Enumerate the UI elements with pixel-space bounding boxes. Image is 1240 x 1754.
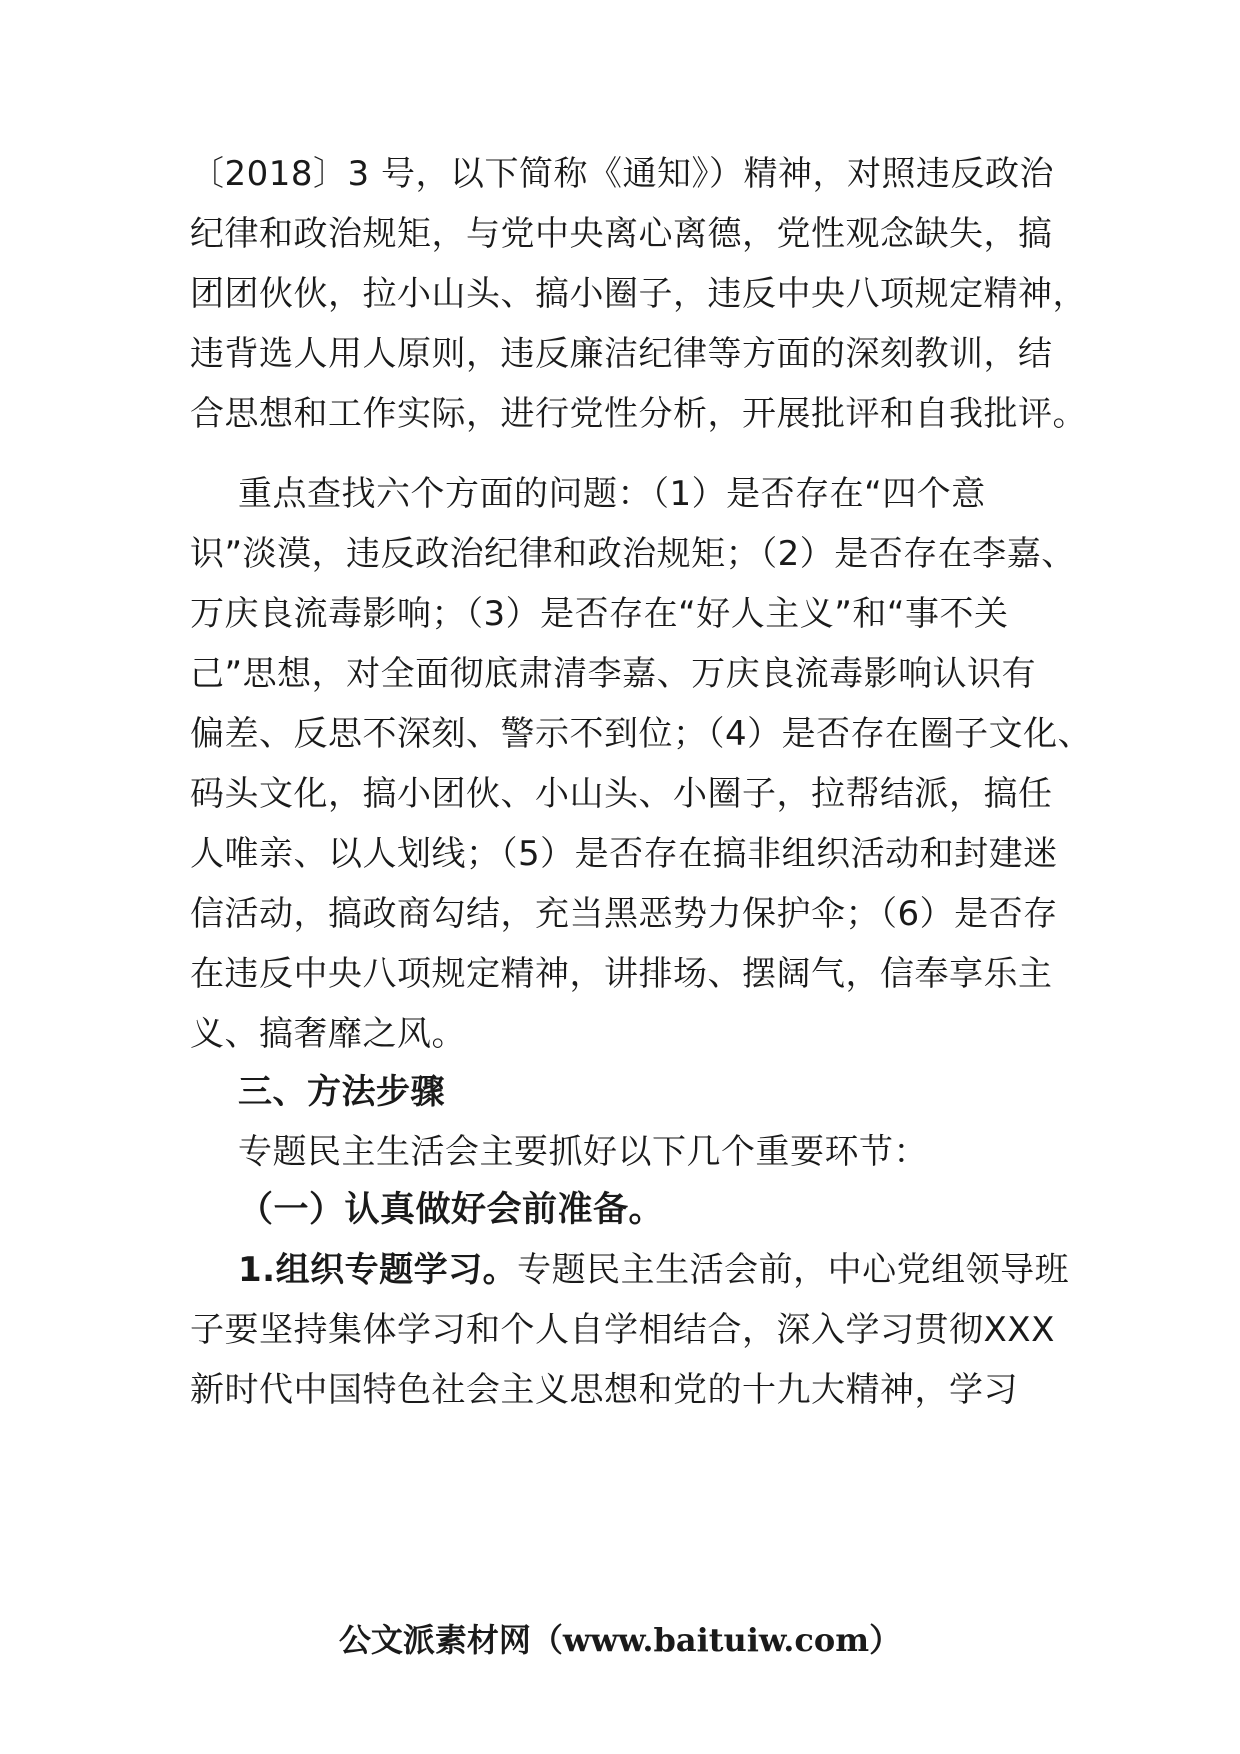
paragraph2-line-10: 义、搞奢靡之风。 xyxy=(190,1014,466,1054)
paragraph2-line-9: 在违反中央八项规定精神，讲排场、摆阔气，信奉享乐主 xyxy=(190,954,1053,994)
item1-line-1: 专题民主生活会前，中心党组领导班 xyxy=(517,1250,1070,1290)
paragraph2-line-5: 偏差、反思不深刻、警示不到位；（4）是否存在圈子文化、 xyxy=(190,714,1093,754)
paragraph2-line-4: 己”思想，对全面彻底肃清李嘉、万庆良流毒影响认识有 xyxy=(190,654,1037,694)
item1-lead: 1.组织专题学习。 xyxy=(238,1250,518,1290)
paragraph2-line-3: 万庆良流毒影响；（3）是否存在“好人主义”和“事不关 xyxy=(190,594,1009,634)
paragraph1-line-5: 合思想和工作实际，进行党性分析，开展批评和自我批评。 xyxy=(190,394,1087,434)
paragraph2-line-8: 信活动，搞政商勾结，充当黑恶势力保护伞；（6）是否存 xyxy=(190,894,1058,934)
paragraph2-line-2: 识”淡漠，违反政治纪律和政治规矩；（2）是否存在李嘉、 xyxy=(190,534,1076,574)
paragraph2-line-6: 码头文化，搞小团伙、小山头、小圈子，拉帮结派，搞任 xyxy=(190,774,1053,814)
section-heading: 三、方法步骤 xyxy=(238,1072,445,1112)
paragraph1-line-3: 团团伙伙，拉小山头、搞小圈子，违反中央八项规定精神， xyxy=(190,274,1087,314)
item1-first-line xyxy=(238,1248,1069,1292)
paragraph2-line-1: 重点查找六个方面的问题：（1）是否存在“四个意 xyxy=(238,474,986,514)
item1-line-2: 子要坚持集体学习和个人自学相结合，深入学习贯彻XXX xyxy=(190,1310,1055,1350)
paragraph2-line-7: 人唯亲、以人划线；（5）是否存在搞非组织活动和封建迷 xyxy=(190,834,1058,874)
paragraph1-line-4: 违背选人用人原则，违反廉洁纪律等方面的深刻教训，结 xyxy=(190,334,1053,374)
paragraph1-line-1: 〔2018〕3 号，以下简称《通知》）精神，对照违反政治 xyxy=(190,154,1054,194)
sub-heading: （一）认真做好会前准备。 xyxy=(238,1190,665,1230)
paragraph1-line-2: 纪律和政治规矩，与党中央离心离德，党性观念缺失，搞 xyxy=(190,214,1053,254)
section-intro: 专题民主生活会主要抓好以下几个重要环节： xyxy=(238,1132,928,1172)
item1-line-3: 新时代中国特色社会主义思想和党的十九大精神，学习 xyxy=(190,1370,1018,1410)
footer-watermark: 公文派素材网（www.baituiw.com） xyxy=(338,1621,902,1659)
